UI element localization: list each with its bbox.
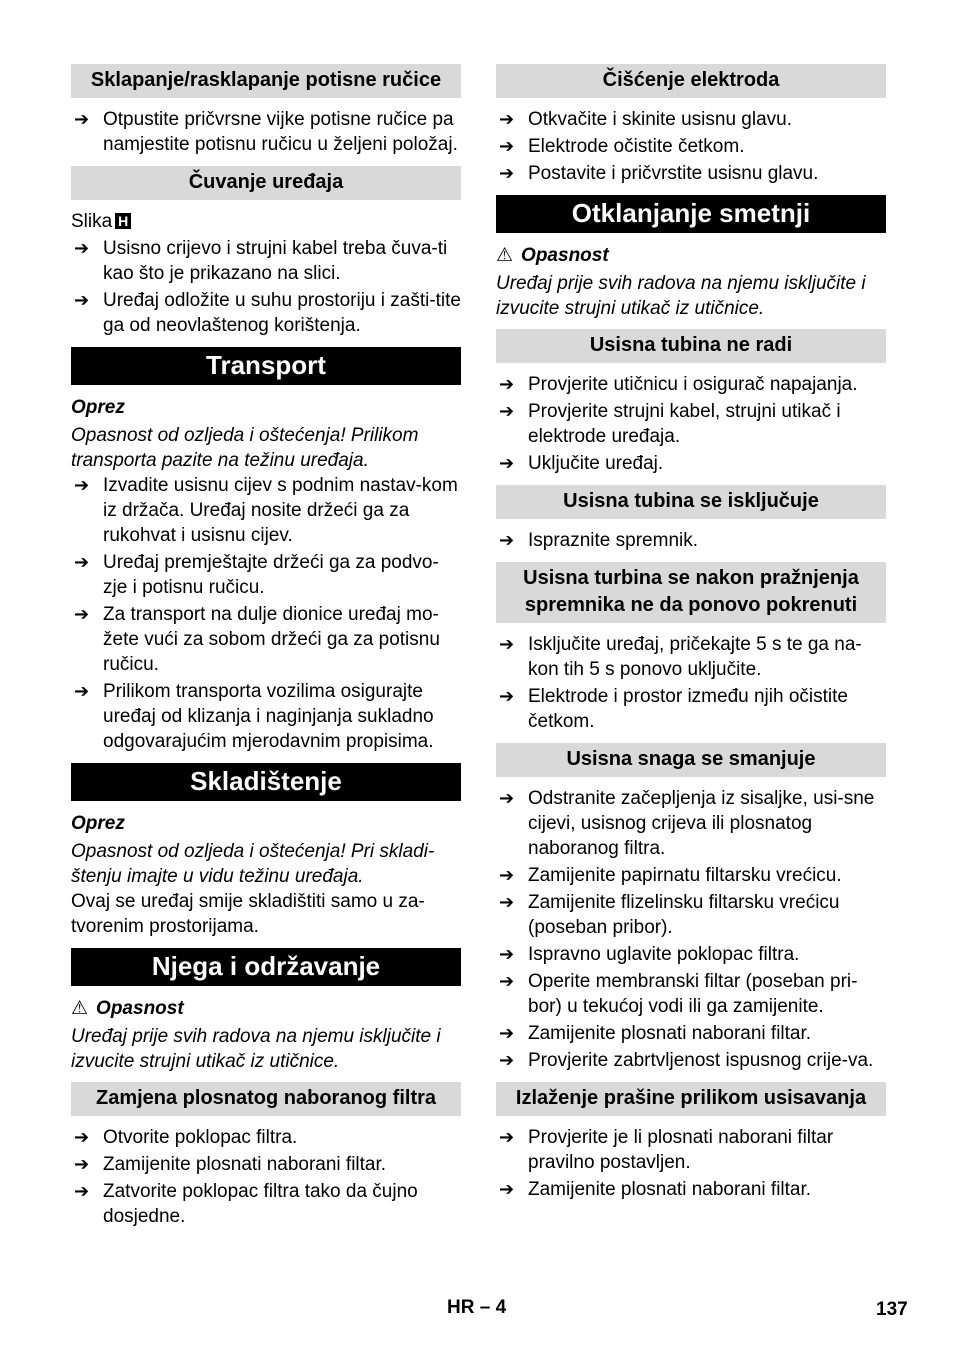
arrow-right-icon: ➔: [499, 1179, 515, 1199]
arrow-right-icon: ➔: [499, 892, 515, 912]
step-list: [496, 372, 886, 476]
list-item: ➔ Postavite i pričvrstite usisnu glavu.: [499, 163, 819, 184]
list-item: ➔ Provjerite utičnicu i osigurač napajanja.: [499, 374, 858, 395]
danger-text: Uređaj prije svih radova na njemu isključite i izvucite strujni utikač iz utičnice.: [496, 273, 866, 319]
caution-title: Oprez: [71, 813, 125, 834]
list-item: ➔ Operite membranski filtar (poseban pri-bor) u tekućoj vodi ili ga zamijenite.: [499, 971, 858, 1017]
list-item: ➔ Ispraznite spremnik.: [499, 530, 699, 551]
list-item: ➔ Uređaj premještajte držeći ga za podvo-zje i potisnu ručicu.: [74, 552, 439, 598]
figure-id-badge: H: [115, 213, 131, 229]
figure-reference: Slika H: [71, 209, 461, 234]
chapter-heading-storage: Skladištenje: [71, 763, 461, 801]
danger-title: ⚠ Opasnost: [496, 245, 609, 266]
list-item: ➔ Prilikom transporta vozilima osigurajte uređaj od klizanja i naginjanja sukladno odgovarajućim mjerodavnim propisima.: [74, 681, 434, 752]
list-item: ➔ Otkvačite i skinite usisnu glavu.: [499, 109, 793, 130]
list-item: ➔ Provjerite strujni kabel, strujni utikač i elektrode uređaja.: [499, 401, 841, 447]
caution-title: Oprez: [71, 397, 125, 418]
arrow-right-icon: ➔: [499, 634, 515, 654]
arrow-right-icon: ➔: [499, 1023, 515, 1043]
step-list: [71, 107, 461, 157]
list-item: ➔ Provjerite zabrtvljenost ispusnog crije-va.: [499, 1050, 874, 1071]
caution-text: Opasnost od ozljeda i oštećenja! Prilikom transporta pazite na težinu uređaja.: [71, 425, 419, 471]
list-item: ➔ Uređaj odložite u suhu prostoriju i zašti-tite ga od neovlaštenog korištenja.: [74, 290, 462, 336]
step-list: [496, 528, 886, 553]
arrow-right-icon: ➔: [74, 681, 90, 701]
arrow-right-icon: ➔: [499, 1127, 515, 1147]
list-item: ➔ Ispravno uglavite poklopac filtra.: [499, 944, 800, 965]
arrow-right-icon: ➔: [499, 865, 515, 885]
arrow-right-icon: ➔: [499, 374, 515, 394]
list-item: ➔ Otpustite pričvrsne vijke potisne ručice pa namjestite potisnu ručicu u željeni položaj.: [74, 109, 458, 155]
section-heading-turbine-not-working: Usisna tubina ne radi: [496, 329, 886, 363]
arrow-right-icon: ➔: [74, 552, 90, 572]
section-heading-push-handle: Sklapanje/rasklapanje potisne ručice: [71, 64, 461, 98]
arrow-right-icon: ➔: [74, 238, 90, 258]
step-list: [71, 1125, 461, 1229]
arrow-right-icon: ➔: [499, 1050, 515, 1070]
arrow-right-icon: ➔: [499, 136, 515, 156]
list-item: ➔ Izvadite usisnu cijev s podnim nastav-kom iz držača. Uređaj nosite držeći ga za rukohvat i usisnu cijev.: [74, 475, 458, 546]
arrow-right-icon: ➔: [499, 530, 515, 550]
list-item: ➔ Usisno crijevo i strujni kabel treba čuva-ti kao što je prikazano na slici.: [74, 238, 448, 284]
arrow-right-icon: ➔: [74, 109, 90, 129]
arrow-right-icon: ➔: [499, 453, 515, 473]
danger-title: ⚠ Opasnost: [71, 998, 184, 1019]
page-number: 137: [876, 1299, 908, 1320]
list-item: ➔ Otvorite poklopac filtra.: [74, 1127, 298, 1148]
arrow-right-icon: ➔: [499, 944, 515, 964]
arrow-right-icon: ➔: [499, 686, 515, 706]
step-list: [71, 473, 461, 754]
arrow-right-icon: ➔: [499, 109, 515, 129]
chapter-heading-maintenance: Njega i održavanje: [71, 948, 461, 986]
step-list: [496, 1125, 886, 1202]
section-heading-turbine-switches-off: Usisna tubina se isključuje: [496, 485, 886, 519]
section-heading-filter-replacement: Zamjena plosnatog naboranog filtra: [71, 1082, 461, 1116]
list-item: ➔ Zamijenite plosnati naborani filtar.: [499, 1179, 812, 1200]
list-item: ➔ Za transport na dulje dionice uređaj mo-žete vući za sobom držeći ga za potisnu ručicu.: [74, 604, 440, 675]
right-column: [496, 64, 886, 1211]
list-item: ➔ Elektrode i prostor između njih očistite četkom.: [499, 686, 848, 732]
language-page-code: HR – 4: [447, 1297, 507, 1318]
section-heading-dust-exit: Izlaženje prašine prilikom usisavanja: [496, 1082, 886, 1116]
list-item: ➔ Odstranite začepljenja iz sisaljke, usi-sne cijevi, usisnog crijeva ili plosnatog naboranog filtra.: [499, 788, 875, 859]
chapter-heading-transport: Transport: [71, 347, 461, 385]
left-column: [71, 64, 461, 1238]
list-item: ➔ Zamijenite plosnati naborani filtar.: [499, 1023, 812, 1044]
step-list: [496, 107, 886, 186]
step-list: [496, 632, 886, 734]
list-item: ➔ Zatvorite poklopac filtra tako da čujno dosjedne.: [74, 1181, 418, 1227]
list-item: ➔ Uključite uređaj.: [499, 453, 664, 474]
arrow-right-icon: ➔: [74, 1181, 90, 1201]
arrow-right-icon: ➔: [74, 1154, 90, 1174]
arrow-right-icon: ➔: [499, 971, 515, 991]
section-heading-electrodes: Čišćenje elektroda: [496, 64, 886, 98]
chapter-heading-troubleshooting: Otklanjanje smetnji: [496, 195, 886, 233]
list-item: ➔ Zamijenite flizelinsku filtarsku vrećicu (poseban pribor).: [499, 892, 840, 938]
arrow-right-icon: ➔: [74, 1127, 90, 1147]
arrow-right-icon: ➔: [74, 475, 90, 495]
danger-text: Uređaj prije svih radova na njemu isključite i izvucite strujni utikač iz utičnice.: [71, 1026, 441, 1072]
arrow-right-icon: ➔: [499, 788, 515, 808]
arrow-right-icon: ➔: [499, 401, 515, 421]
warning-triangle-icon: ⚠: [496, 245, 514, 266]
arrow-right-icon: ➔: [74, 290, 90, 310]
caution-text: Opasnost od ozljeda i oštećenja! Pri skladi-štenju imajte u vidu težinu uređaja.: [71, 841, 435, 887]
step-list: [496, 786, 886, 1073]
section-heading-storage-device: Čuvanje uređaja: [71, 166, 461, 200]
section-heading-turbine-no-restart: Usisna turbina se nakon pražnjenja spremnika ne da ponovo pokrenuti: [496, 562, 886, 623]
list-item: ➔ Zamijenite plosnati naborani filtar.: [74, 1154, 387, 1175]
warning-triangle-icon: ⚠: [71, 998, 89, 1019]
list-item: ➔ Elektrode očistite četkom.: [499, 136, 745, 157]
step-list: [71, 236, 461, 338]
list-item: ➔ Isključite uređaj, pričekajte 5 s te ga na-kon tih 5 s ponovo uključite.: [499, 634, 862, 680]
section-heading-suction-reduced: Usisna snaga se smanjuje: [496, 743, 886, 777]
arrow-right-icon: ➔: [74, 604, 90, 624]
list-item: ➔ Provjerite je li plosnati naborani filtar pravilno postavljen.: [499, 1127, 834, 1173]
arrow-right-icon: ➔: [499, 163, 515, 183]
storage-text: Ovaj se uređaj smije skladištiti samo u za-tvorenim prostorijama.: [71, 891, 425, 937]
list-item: ➔ Zamijenite papirnatu filtarsku vrećicu.: [499, 865, 842, 886]
